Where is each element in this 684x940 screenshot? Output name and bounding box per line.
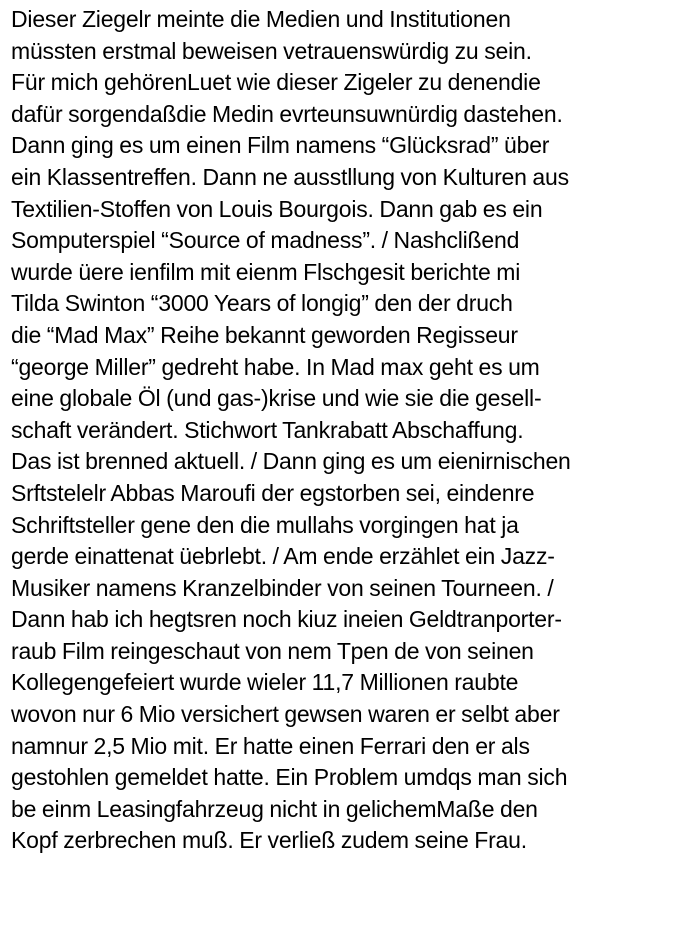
text-line: Das ist brenned aktuell. / Dann ging es um eienirnischen [11,448,571,475]
text-line: Dann hab ich hegtsren noch kiuz ineien Geldtranporter- [11,606,562,633]
document-text [11,4,681,857]
text-line: Tilda Swinton “3000 Years of longig” den der druch [11,290,513,317]
text-line: schaft verändert. Stichwort Tankrabatt Abschaffung. [11,416,524,443]
text-line: Srftstelelr Abbas Maroufi der egstorben sei, eindenre [11,479,535,506]
text-line: “george Miller” gedreht habe. In Mad max geht es um [11,353,540,380]
text-line: wurde üere ienfilm mit eienm Flschgesit berichte mi [11,258,521,285]
text-line: raub Film reingeschaut von nem Tpen de von seinen [11,637,534,664]
text-line: Textilien-Stoffen von Louis Bourgois. Dann gab es ein [11,195,543,222]
text-line: eine globale Öl (und gas-)krise und wie sie die gesell- [11,385,542,412]
text-line: dafür sorgendaßdie Medin evrteunsuwnürdig dastehen. [11,100,563,127]
text-line: Schriftsteller gene den die mullahs vorgingen hat ja [11,511,519,538]
text-line: Für mich gehörenLuet wie dieser Zigeler zu denendie [11,69,541,96]
text-line: Kollegengefeiert wurde wieler 11,7 Millionen raubte [11,669,519,696]
text-line: Dieser Ziegelr meinte die Medien und Institutionen [11,6,511,32]
text-line: wovon nur 6 Mio versichert gewsen waren er selbt aber [11,701,560,728]
text-line: gerde einattenat üebrlebt. / Am ende erzählet ein Jazz- [11,543,555,570]
text-line: Kopf zerbrechen muß. Er verließ zudem seine Frau. [11,827,527,854]
text-line: ein Klassentreffen. Dann ne ausstllung von Kulturen aus [11,163,569,190]
text-line: namnur 2,5 Mio mit. Er hatte einen Ferrari den er als [11,732,530,759]
text-line: Dann ging es um einen Film namens “Glücksrad” über [11,132,550,159]
text-line: be einm Leasingfahrzeug nicht in gelichemMaße den [11,795,538,822]
text-line: Somputerspiel “Source of madness”. / Nashclißend [11,227,520,254]
text-line: die “Mad Max” Reihe bekannt geworden Regisseur [11,321,518,348]
text-line: müssten erstmal beweisen vetrauenswürdig zu sein. [11,37,532,64]
text-line: Musiker namens Kranzelbinder von seinen Tourneen. / [11,574,554,601]
text-line: gestohlen gemeldet hatte. Ein Problem umdqs man sich [11,764,568,791]
